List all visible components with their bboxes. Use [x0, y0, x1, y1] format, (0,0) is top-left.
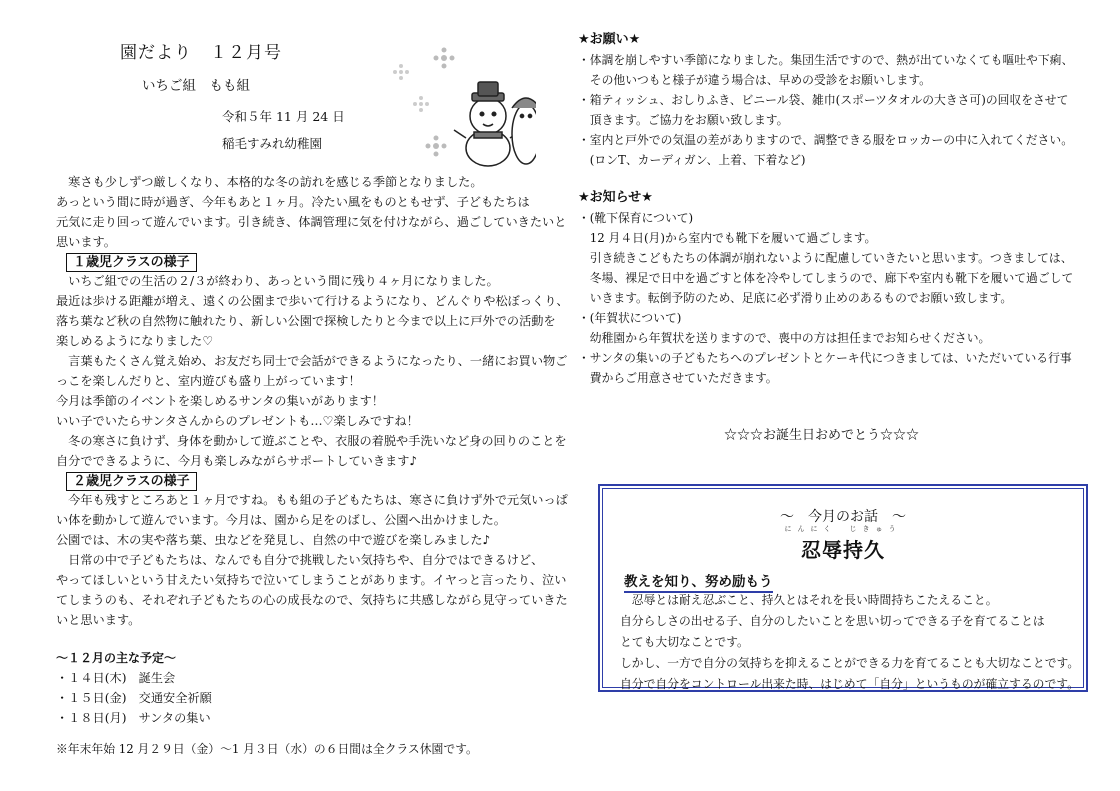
- requests-line: ・室内と戸外での気温の差がありますので、調整できる服をロッカーの中に入れてください。: [578, 133, 1073, 147]
- section1-line: 落ち葉など秋の自然物に触れたり、新しい公園で探検したりと今まで以上に戸外での活動を: [56, 314, 556, 328]
- notices-line: ・(靴下保育について): [578, 211, 694, 225]
- section1-line: 自分でできるように、今月も楽しみながらサポートしていきます♪: [56, 454, 418, 468]
- section2-line: いと思います。: [56, 613, 141, 627]
- notices-line: ・サンタの集いの子どもたちへのプレゼントとケーキ代につきましては、いただいている行事: [578, 351, 1072, 365]
- requests-line: ・体調を崩しやすい季節になりました。集団生活ですので、熱が出ていなくても嘔吐や下痢、: [578, 53, 1074, 67]
- story-heading: 〜 今月のお話 〜: [780, 509, 906, 525]
- schedule-item: ・１４日(木) 誕生会: [56, 671, 176, 685]
- schedule-title: 〜１２月の主な予定〜: [56, 651, 177, 665]
- intro-line: 寒さも少しずつ厳しくなり、本格的な冬の訪れを感じる季節となりました。: [56, 175, 483, 189]
- holiday-footnote: ※年末年始 12 月２９日（金）〜1 月３日（水）の６日間は全クラス休園です。: [56, 742, 478, 756]
- requests-line: (ロンT、カーディガン、上着、下着など): [578, 153, 806, 167]
- notices-line: 冬場、裸足で日中を過ごすと体を冷やしてしまうので、廊下や室内も靴下を履いて過ごして: [578, 271, 1074, 285]
- notices-line: 引き続きこどもたちの体調が崩れないように配慮していきたいと思います。つきましては、: [578, 251, 1073, 265]
- section2-heading: ２歳児クラスの様子: [66, 472, 197, 491]
- story-line: 忍辱とは耐え忍ぶこと、持久とはそれを長い時間持ちこたえること。: [620, 593, 998, 607]
- intro-line: 元気に走り回って遊んでいます。引き続き、体調管理に気を付けながら、過ごしていきたいと: [56, 215, 567, 229]
- requests-line: ・箱ティッシュ、おしりふき、ビニール袋、雑巾(スポーツタオルの大きさ可)の回収をさせて: [578, 93, 1069, 107]
- schedule-item: ・１５日(金) 交通安全祈願: [56, 691, 212, 705]
- section2-line: 今年も残すところあと１ヶ月ですね。もも組の子どもたちは、寒さに負けず外で元気いっぱ: [56, 493, 568, 507]
- story-line: とても大切なことです。: [620, 635, 749, 649]
- section1-line: 最近は歩ける距離が増え、遠くの公園まで歩いて行けるようになり、どんぐりや松ぼっくり、: [56, 294, 569, 308]
- requests-line: その他いつもと様子が違う場合は、早めの受診をお願いします。: [578, 73, 931, 87]
- section1-line: っこを楽しんだりと、室内遊びも盛り上がっています！: [56, 374, 361, 388]
- snowflake-icon: [393, 64, 409, 80]
- story-line: しかし、一方で自分の気持ちを抑えることができる力を育てることも大切なことです。: [620, 656, 1080, 670]
- section1-line: 言葉もたくさん覚え始め、お友だち同士で会話ができるようになったり、一緒にお買い物ご: [56, 354, 568, 368]
- birthday-greeting: ☆☆☆お誕生日おめでとう☆☆☆: [724, 428, 920, 443]
- snowflake-icon: [434, 48, 455, 69]
- school-name: 稲毛すみれ幼稚園: [222, 136, 323, 151]
- requests-line: 頂きます。ご協力をお願い致します。: [578, 113, 789, 127]
- requests-title: ★お願い★: [578, 32, 641, 47]
- story-title: 忍辱持久: [801, 538, 885, 562]
- notices-title: ★お知らせ★: [578, 190, 653, 205]
- intro-line: あっという間に時が過ぎ、今年もあと１ヶ月。冷たい風をものともせず、子どもたちは: [56, 195, 530, 209]
- notices-line: 幼稚園から年賀状を送りますので、喪中の方は担任までお知らせください。: [578, 331, 991, 345]
- section2-line: 日常の中で子どもたちは、なんでも自分で挑戦したい気持ちや、自分ではできるけど、: [56, 553, 544, 567]
- snowman-illustration: [336, 38, 536, 168]
- schedule-item: ・１８日(月) サンタの集い: [56, 711, 211, 725]
- class-names: いちご組 もも組: [142, 78, 250, 94]
- newsletter-title: 園だより １２月号: [120, 43, 282, 63]
- section1-line: 今月は季節のイベントを楽しめるサンタの集いがあります！: [56, 394, 384, 408]
- section2-line: 公園では、木の実や落ち葉、虫などを発見し、自然の中で遊びを楽しみました♪: [56, 533, 491, 547]
- notices-line: ・(年賀状について): [578, 311, 682, 325]
- story-furigana: にんにく じきゅう: [784, 525, 902, 533]
- story-body: [620, 590, 1079, 695]
- issue-date: 令和５年 11 月 24 日: [222, 109, 345, 124]
- section1-line: 冬の寒さに負けず、身体を動かして遊ぶことや、衣服の着脱や手洗いなど身の回りのことを: [56, 434, 567, 448]
- snowman-icon: [454, 82, 522, 166]
- story-line: 自分らしさの出せる子、自分のしたいことを思い切ってできる子を育てることは: [620, 614, 1045, 628]
- story-box: [598, 484, 1088, 692]
- notices-line: 12 月４日(月)から室内でも靴下を履いて過ごします。: [578, 231, 877, 245]
- section1-line: いちご組での生活の２/３が終わり、あっという間に残り４ヶ月になりました。: [56, 274, 499, 288]
- section2-line: い体を動かして遊んでいます。今月は、園から足をのばし、公園へ出かけました。: [56, 513, 506, 527]
- snowflake-icon: [413, 96, 429, 112]
- requests-section: [578, 30, 1073, 170]
- intro-line: 思います。: [56, 235, 116, 249]
- notices-line: いきます。転倒予防のため、足底に必ず滑り止めのあるものでお願い致します。: [578, 291, 1013, 305]
- section1-line: いい子でいたらサンタさんからのプレゼントも…♡楽しみですね！: [56, 414, 419, 428]
- section2-line: やってほしいという甘えたい気持ちで泣いてしまうことがあります。イヤっと言ったり、泣い: [56, 573, 567, 587]
- snowflake-icon: [426, 136, 447, 157]
- penguin-icon: [512, 98, 536, 164]
- section2-line: てしまうのも、それぞれ子どもたちの心の成長なので、気持ちに共感しながら見守っていきた: [56, 593, 568, 607]
- story-line: 自分で自分をコントロール出来た時、はじめて「自分」というものが確立するのです。: [620, 677, 1079, 691]
- notices-section: [578, 188, 1073, 388]
- section1-line: 楽しめるようになりました♡: [56, 334, 214, 348]
- story-subtitle: 教えを知り、努め励もう: [624, 570, 773, 593]
- intro-text: [56, 172, 569, 728]
- section1-heading: １歳児クラスの様子: [66, 253, 197, 272]
- notices-line: 費からご用意させていただきます。: [578, 371, 778, 385]
